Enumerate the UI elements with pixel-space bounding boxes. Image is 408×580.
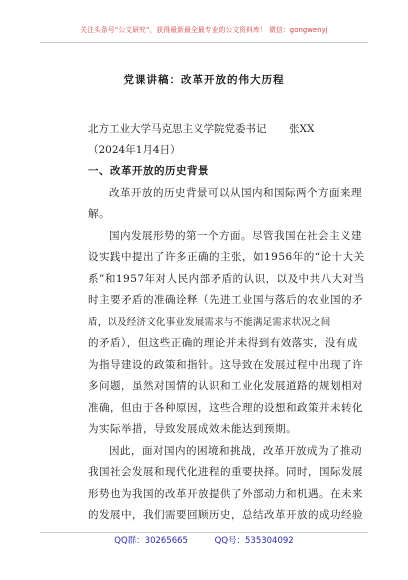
section-heading-1: 一、改革开放的历史背景 [88, 165, 209, 177]
paragraph-line: 解。 [88, 208, 110, 220]
paragraph-line: 为指导建设的政策和指针。这导致在发展过程中出现了许 [88, 359, 363, 371]
paragraph-line: 为实际举措，导致发展成效未能达到预期。 [88, 423, 297, 435]
paragraph-line: 我国社会发展和现代化进程的重要抉择。同时，国际发展 [88, 466, 363, 478]
footer-qq-number: QQ号：535304092 [214, 536, 294, 546]
paragraph-line: 的矛盾），但这些正确的理论并未得到有效落实，没有成 [88, 337, 358, 349]
footer-contact [0, 534, 408, 546]
header-promo-banner: 关注头条号“公文研究”，获得最新最全最专业的公文资料库！ 微信：gongwenyj [80, 26, 328, 34]
paragraph-line: 形势也为我国的改革开放提供了外部动力和机遇。在未来 [88, 488, 363, 500]
paragraph-line: 准确，但由于各种原因，这些合理的设想和政策并未转化 [88, 402, 363, 414]
document-title: 党课讲稿：改革开放的伟大历程 [123, 74, 285, 86]
paragraph-line: 时主要矛盾的准确诠释（先进工业国与落后的农业国的矛 [88, 294, 363, 306]
paragraph-line: 多问题，虽然对国情的认识和工业化发展道路的规划相对 [88, 380, 363, 392]
paragraph-line: 系”和1957年对人民内部矛盾的认识，以及中共八大对当 [88, 273, 365, 285]
paragraph-line: 国内发展形势的第一个方面。尽管我国在社会主义建 [109, 230, 362, 242]
paragraph-line: 设实践中提出了许多正确的主张，如1956年的“论十大关 [88, 251, 365, 263]
author-affiliation: 北方工业大学马克思主义学院党委书记 [88, 123, 267, 135]
footer-divider [40, 532, 368, 533]
document-date: （2024年1月4日） [88, 144, 181, 156]
paragraph-line: 盾，以及经济文化事业发展需求与不能满足需求状况之间 [88, 317, 331, 328]
header-divider [40, 42, 368, 43]
author-name: 张XX [289, 123, 315, 135]
paragraph-line: 改革开放的历史背景可以从国内和国际两个方面来理 [109, 187, 362, 199]
footer-qq-group: QQ群：30265665 [114, 536, 188, 546]
paragraph-line: 的发展中，我们需要回顾历史，总结改革开放的成功经验 [88, 509, 363, 521]
paragraph-line: 因此，面对国内的困境和挑战，改革开放成为了推动 [109, 445, 362, 457]
